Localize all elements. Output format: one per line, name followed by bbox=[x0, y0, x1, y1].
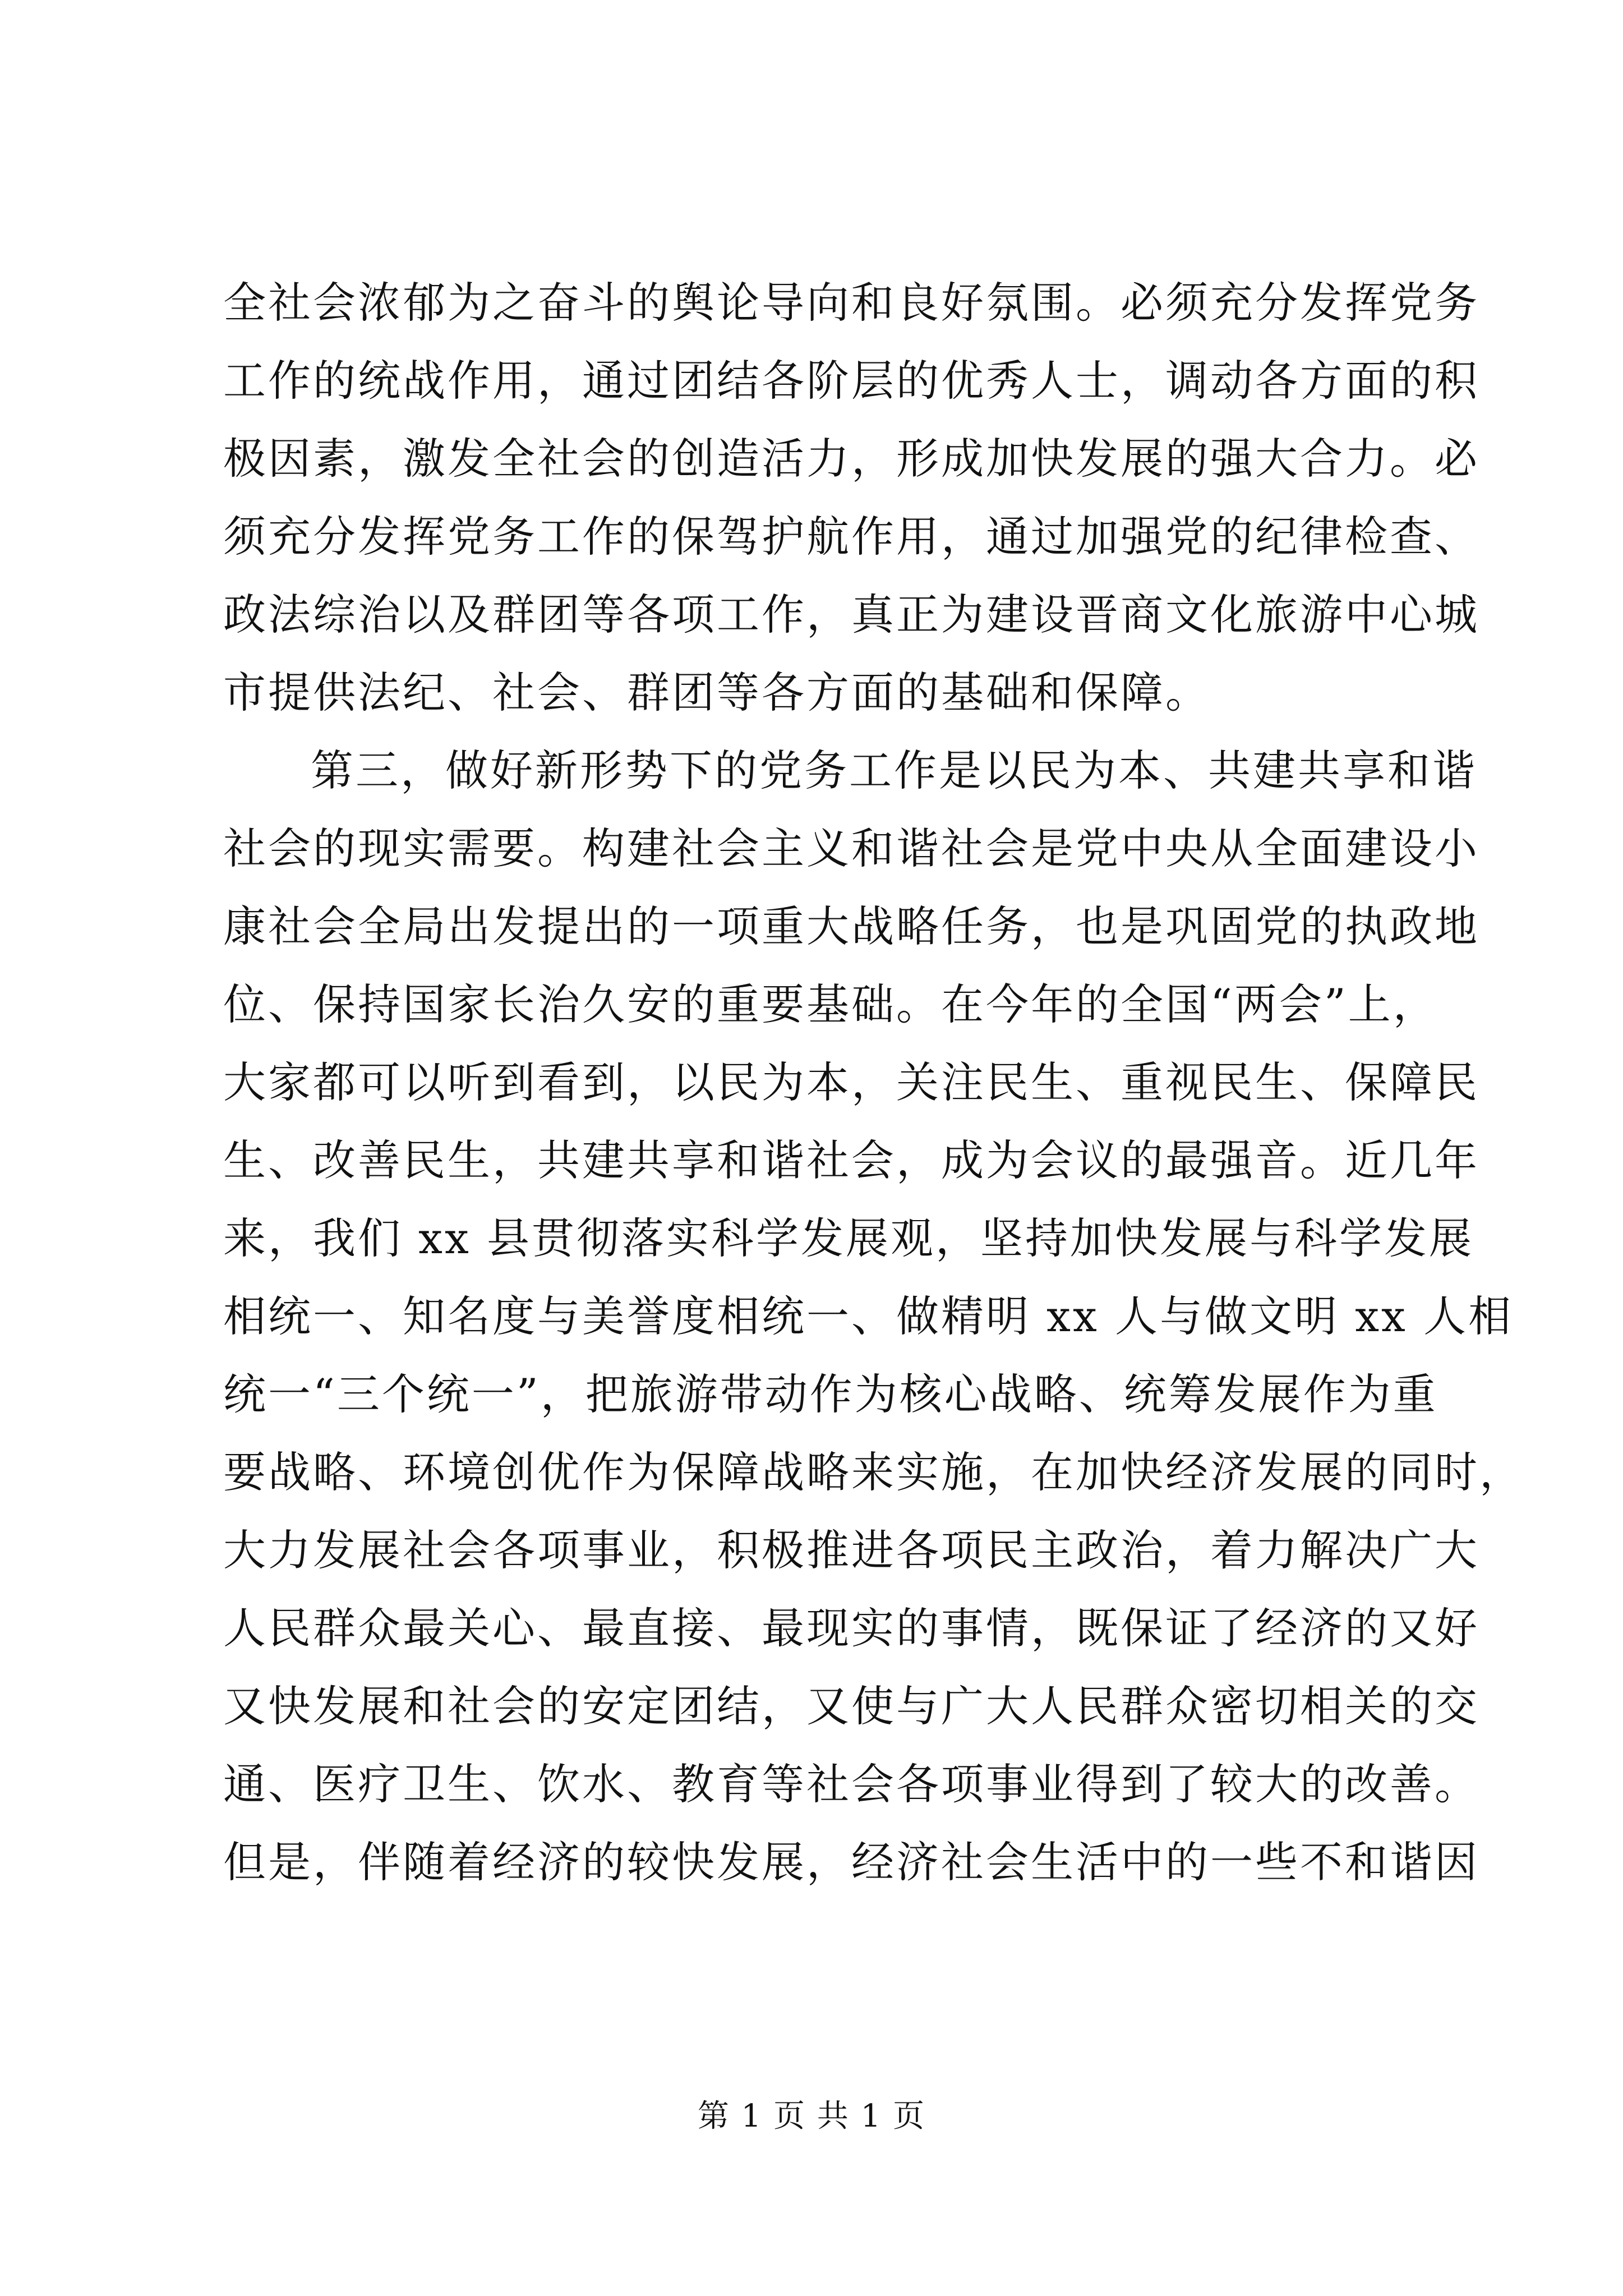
text-line: 生、改善民生，共建共享和谐社会，成为会议的最强音。近几年 bbox=[223, 1135, 1479, 1185]
text-line: 又快发展和社会的安定团结，又使与广大人民群众密切相关的交 bbox=[223, 1681, 1479, 1731]
page-footer: 第 1 页 共 1 页 bbox=[697, 2098, 926, 2134]
text-line: 须充分发挥党务工作的保驾护航作用，通过加强党的纪律检查、 bbox=[223, 512, 1479, 562]
text-line: 统一“三个统一”，把旅游带动作为核心战略、统筹发展作为重 bbox=[223, 1369, 1438, 1419]
text-line: 市提供法纪、社会、群团等各方面的基础和保障。 bbox=[223, 668, 1210, 717]
text-line: 政法综治以及群团等各项工作，真正为建设晋商文化旅游中心城 bbox=[223, 590, 1479, 639]
text-line: 通、医疗卫生、饮水、教育等社会各项事业得到了较大的改善。 bbox=[223, 1759, 1479, 1809]
paragraph-start-line: 第三，做好新形势下的党务工作是以民为本、共建共享和谐 bbox=[311, 746, 1477, 795]
text-line: 但是，伴随着经济的较快发展，经济社会生活中的一些不和谐因 bbox=[223, 1837, 1479, 1887]
text-line: 康社会全局出发提出的一项重大战略任务，也是巩固党的执政地 bbox=[223, 901, 1479, 951]
text-line: 大家都可以听到看到，以民为本，关注民生、重视民生、保障民 bbox=[223, 1057, 1479, 1107]
text-line: 人民群众最关心、最直接、最现实的事情，既保证了经济的又好 bbox=[223, 1603, 1479, 1653]
text-line: 极因素，激发全社会的创造活力，形成加快发展的强大合力。必 bbox=[223, 434, 1479, 484]
text-line: 来，我们 xx 县贯彻落实科学发展观，坚持加快发展与科学发展 bbox=[223, 1213, 1474, 1263]
text-line: 社会的现实需要。构建社会主义和谐社会是党中央从全面建设小 bbox=[223, 823, 1479, 873]
text-line: 全社会浓郁为之奋斗的舆论导向和良好氛围。必须充分发挥党务 bbox=[223, 278, 1479, 328]
text-line: 要战略、环境创优作为保障战略来实施，在加快经济发展的同时， bbox=[223, 1447, 1524, 1497]
text-line: 工作的统战作用，通过团结各阶层的优秀人士，调动各方面的积 bbox=[223, 356, 1479, 406]
body-text bbox=[223, 264, 1524, 1901]
text-line: 位、保持国家长治久安的重要基础。在今年的全国“两会”上， bbox=[223, 979, 1438, 1029]
text-line: 大力发展社会各项事业，积极推进各项民主政治，着力解决广大 bbox=[223, 1525, 1479, 1575]
text-line: 相统一、知名度与美誉度相统一、做精明 xx 人与做文明 xx 人相 bbox=[223, 1291, 1514, 1341]
